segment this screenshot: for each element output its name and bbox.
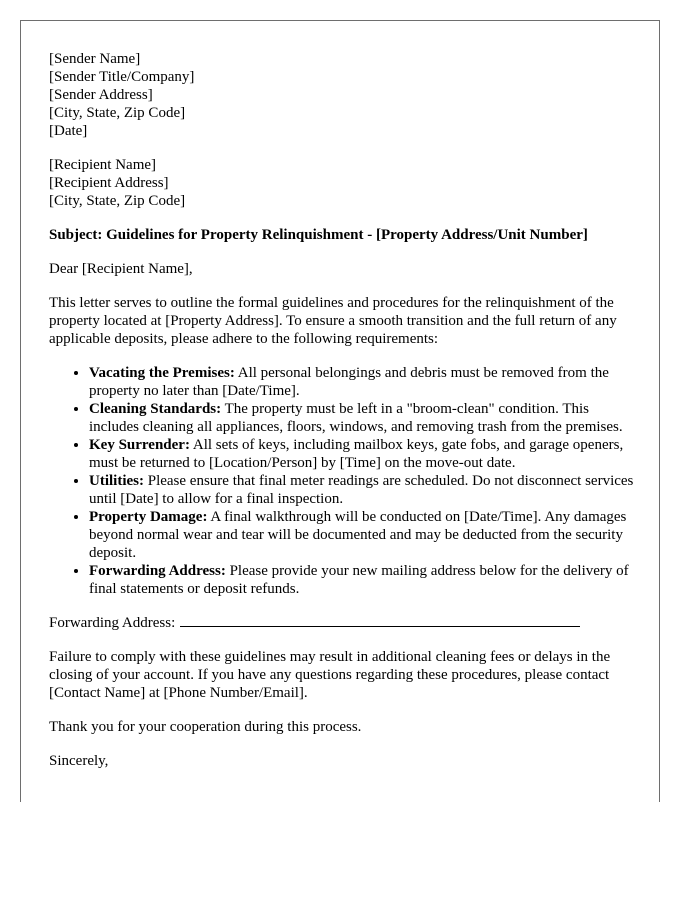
recipient-name: [Recipient Name] [49,157,157,173]
requirement-term: Vacating the Premises: [89,365,235,381]
forwarding-address-row [49,614,639,632]
requirements-list [49,364,639,598]
forwarding-address-label: Forwarding Address: [49,615,176,631]
requirement-term: Utilities: [89,473,144,489]
requirement-term: Cleaning Standards: [89,401,222,417]
list-item [89,400,639,436]
requirement-text: Please ensure that final meter readings are scheduled. Do not disconnect services until [Date] to allow for a final inspection. [89,473,634,507]
requirement-text: A final walkthrough will be conducted on [Date/Time]. Any damages beyond normal wear and tear will be documented and may be deducted from the security deposit. [89,509,627,561]
sender-name: [Sender Name] [49,51,141,67]
letter-content [49,50,639,786]
requirement-term: Property Damage: [89,509,208,525]
recipient-address: [Recipient Address] [49,175,169,191]
list-item [89,436,639,472]
recipient-block [49,156,639,210]
thanks-line: Thank you for your cooperation during this process. [49,719,362,735]
requirement-text: All sets of keys, including mailbox keys, gate fobs, and garage openers, must be returned to [Location/Person] by [Time] on the move-out date. [89,437,624,471]
salutation: Dear [Recipient Name], [49,261,193,277]
requirement-text: The property must be left in a "broom-clean" condition. This includes cleaning all appliances, floors, windows, and removing trash from the premises. [89,401,623,435]
sender-block [49,50,639,140]
recipient-city-state-zip: [City, State, Zip Code] [49,193,186,209]
requirement-text: All personal belongings and debris must be removed from the property no later than [Date/Time]. [89,365,609,399]
sender-title-company: [Sender Title/Company] [49,69,195,85]
list-item [89,364,639,400]
intro-paragraph: This letter serves to outline the formal guidelines and procedures for the relinquishment of the property located at [Property Address]. To ensure a smooth transition and the full return of any applicable deposits, please adhere to the following requirements: [49,295,617,347]
list-item [89,562,639,598]
list-item [89,472,639,508]
sender-city-state-zip: [City, State, Zip Code] [49,105,186,121]
requirement-term: Key Surrender: [89,437,190,453]
list-item [89,508,639,562]
forwarding-address-blank[interactable] [180,614,580,627]
sender-address: [Sender Address] [49,87,153,103]
requirement-text: Please provide your new mailing address below for the delivery of final statements or deposit refunds. [89,563,629,597]
letter-page [20,20,660,802]
sender-date: [Date] [49,123,88,139]
signoff: Sincerely, [49,753,109,769]
requirement-term: Forwarding Address: [89,563,226,579]
subject-line: Subject: Guidelines for Property Relinquishment - [Property Address/Unit Number] [49,227,588,243]
closing-paragraph: Failure to comply with these guidelines may result in additional cleaning fees or delays in the closing of your account. If you have any questions regarding these procedures, please contact [Contact Name] at [Phone Number/Email]. [49,649,611,701]
